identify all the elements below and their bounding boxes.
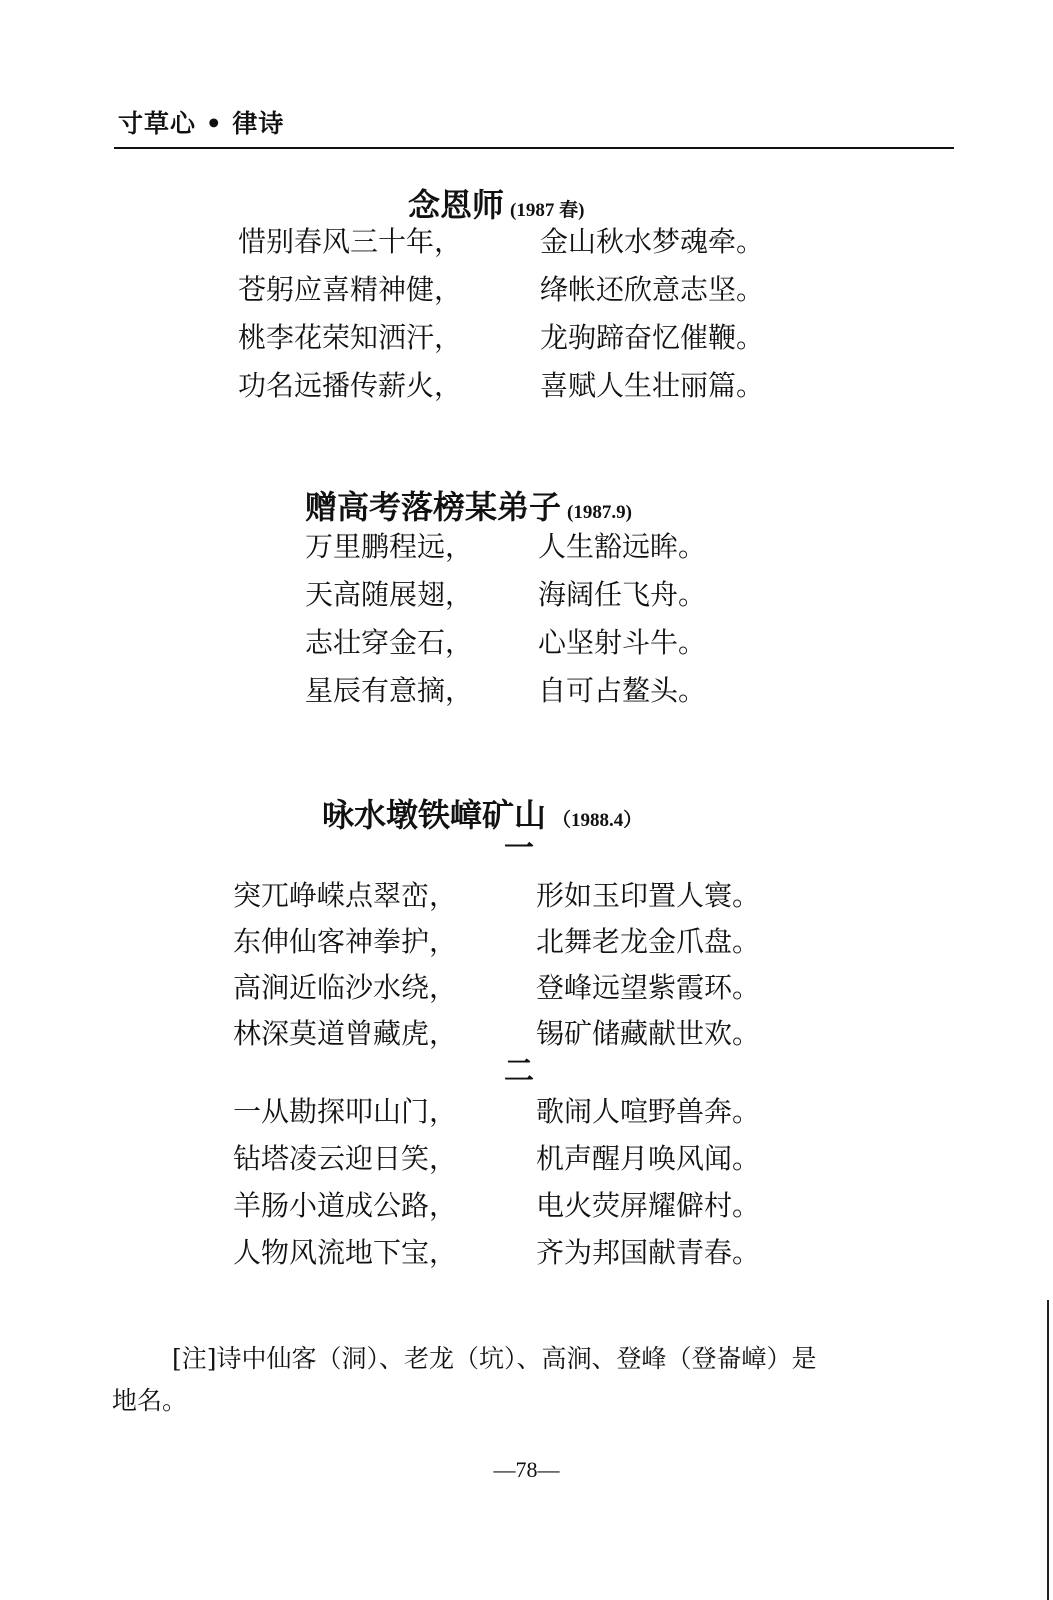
verse-first-half-1: 惜别春风三十年， (238, 225, 463, 258)
verse-first-half-4: 功名远播传薪火， (238, 369, 463, 402)
verse-first-half-2: 天高随展翅， (305, 578, 474, 611)
verse-second-half-2: 北舞老龙金爪盘。 (536, 925, 761, 958)
verse-second-half-4: 自可占鳌头。 (538, 674, 707, 707)
poem-title: 咏水墩铁嶂矿山 (322, 796, 547, 834)
verse-second-half-1: 形如玉印置人寰。 (536, 879, 761, 912)
verse-second-half-8: 齐为邦国献青春。 (536, 1236, 761, 1269)
verse-first-half-5: 一从勘探叩山门， (233, 1095, 458, 1128)
verse-first-half-8: 人物风流地下宝， (233, 1236, 458, 1269)
verse-second-half-4: 喜赋人生壮丽篇。 (540, 369, 765, 402)
verse-first-half-2: 苍躬应喜精神健， (238, 273, 463, 306)
footnote-line-2: 地名。 (112, 1386, 188, 1415)
footnote-line-1: [注]诗中仙客（洞）、老龙（坑）、高涧、登峰（登崙嶂）是 (172, 1344, 817, 1373)
scan-edge-line (1047, 1300, 1049, 1600)
verse-second-half-7: 电火荧屏耀僻村。 (536, 1189, 761, 1222)
verse-first-half-7: 羊肠小道成公路， (233, 1189, 458, 1222)
verse-second-half-1: 人生豁远眸。 (538, 530, 707, 563)
poem-date: (1987.9) (567, 502, 632, 523)
verse-first-half-4: 林深莫道曾藏虎， (233, 1017, 458, 1050)
verse-first-half-6: 钻塔凌云迎日笑， (233, 1142, 458, 1175)
verse-first-half-1: 万里鹏程远， (305, 530, 474, 563)
poem-title: 念恩师 (408, 186, 505, 224)
verse-second-half-5: 歌闹人喧野兽奔。 (536, 1095, 761, 1128)
verse-first-half-3: 高涧近临沙水绕， (233, 971, 458, 1004)
section-mark-two: 二 (504, 1054, 534, 1089)
section-mark-one: 一 (504, 831, 534, 866)
poem-title-line (305, 482, 632, 528)
verse-first-half-2: 东伸仙客神拳护， (233, 925, 458, 958)
poem-title: 赠高考落榜某弟子 (305, 488, 562, 526)
verse-second-half-2: 海阔任飞舟。 (538, 578, 707, 611)
verse-second-half-3: 登峰远望紫霞环。 (536, 971, 761, 1004)
verse-second-half-3: 心坚射斗牛。 (538, 626, 707, 659)
verse-first-half-4: 星辰有意摘， (305, 674, 474, 707)
footnote (112, 1338, 942, 1422)
verse-second-half-1: 金山秋水梦魂牵。 (540, 225, 765, 258)
verse-second-half-3: 龙驹蹄奋忆催鞭。 (540, 321, 765, 354)
poem-title-line (322, 790, 642, 836)
poem-date: (1987 春) (510, 200, 585, 221)
header-rule (114, 147, 954, 149)
verse-second-half-2: 绛帐还欣意志坚。 (540, 273, 765, 306)
running-head: 寸草心 • 律诗 (118, 109, 285, 138)
verse-first-half-1: 突兀峥嵘点翠峦， (233, 879, 458, 912)
verse-first-half-3: 志壮穿金石， (305, 626, 474, 659)
verse-second-half-4: 锡矿储藏献世欢。 (536, 1017, 761, 1050)
verse-second-half-6: 机声醒月唤风闻。 (536, 1142, 761, 1175)
page-number: —78— (493, 1457, 560, 1482)
poem-date: （1988.4） (552, 810, 643, 831)
verse-first-half-3: 桃李花荣知洒汗， (238, 321, 463, 354)
